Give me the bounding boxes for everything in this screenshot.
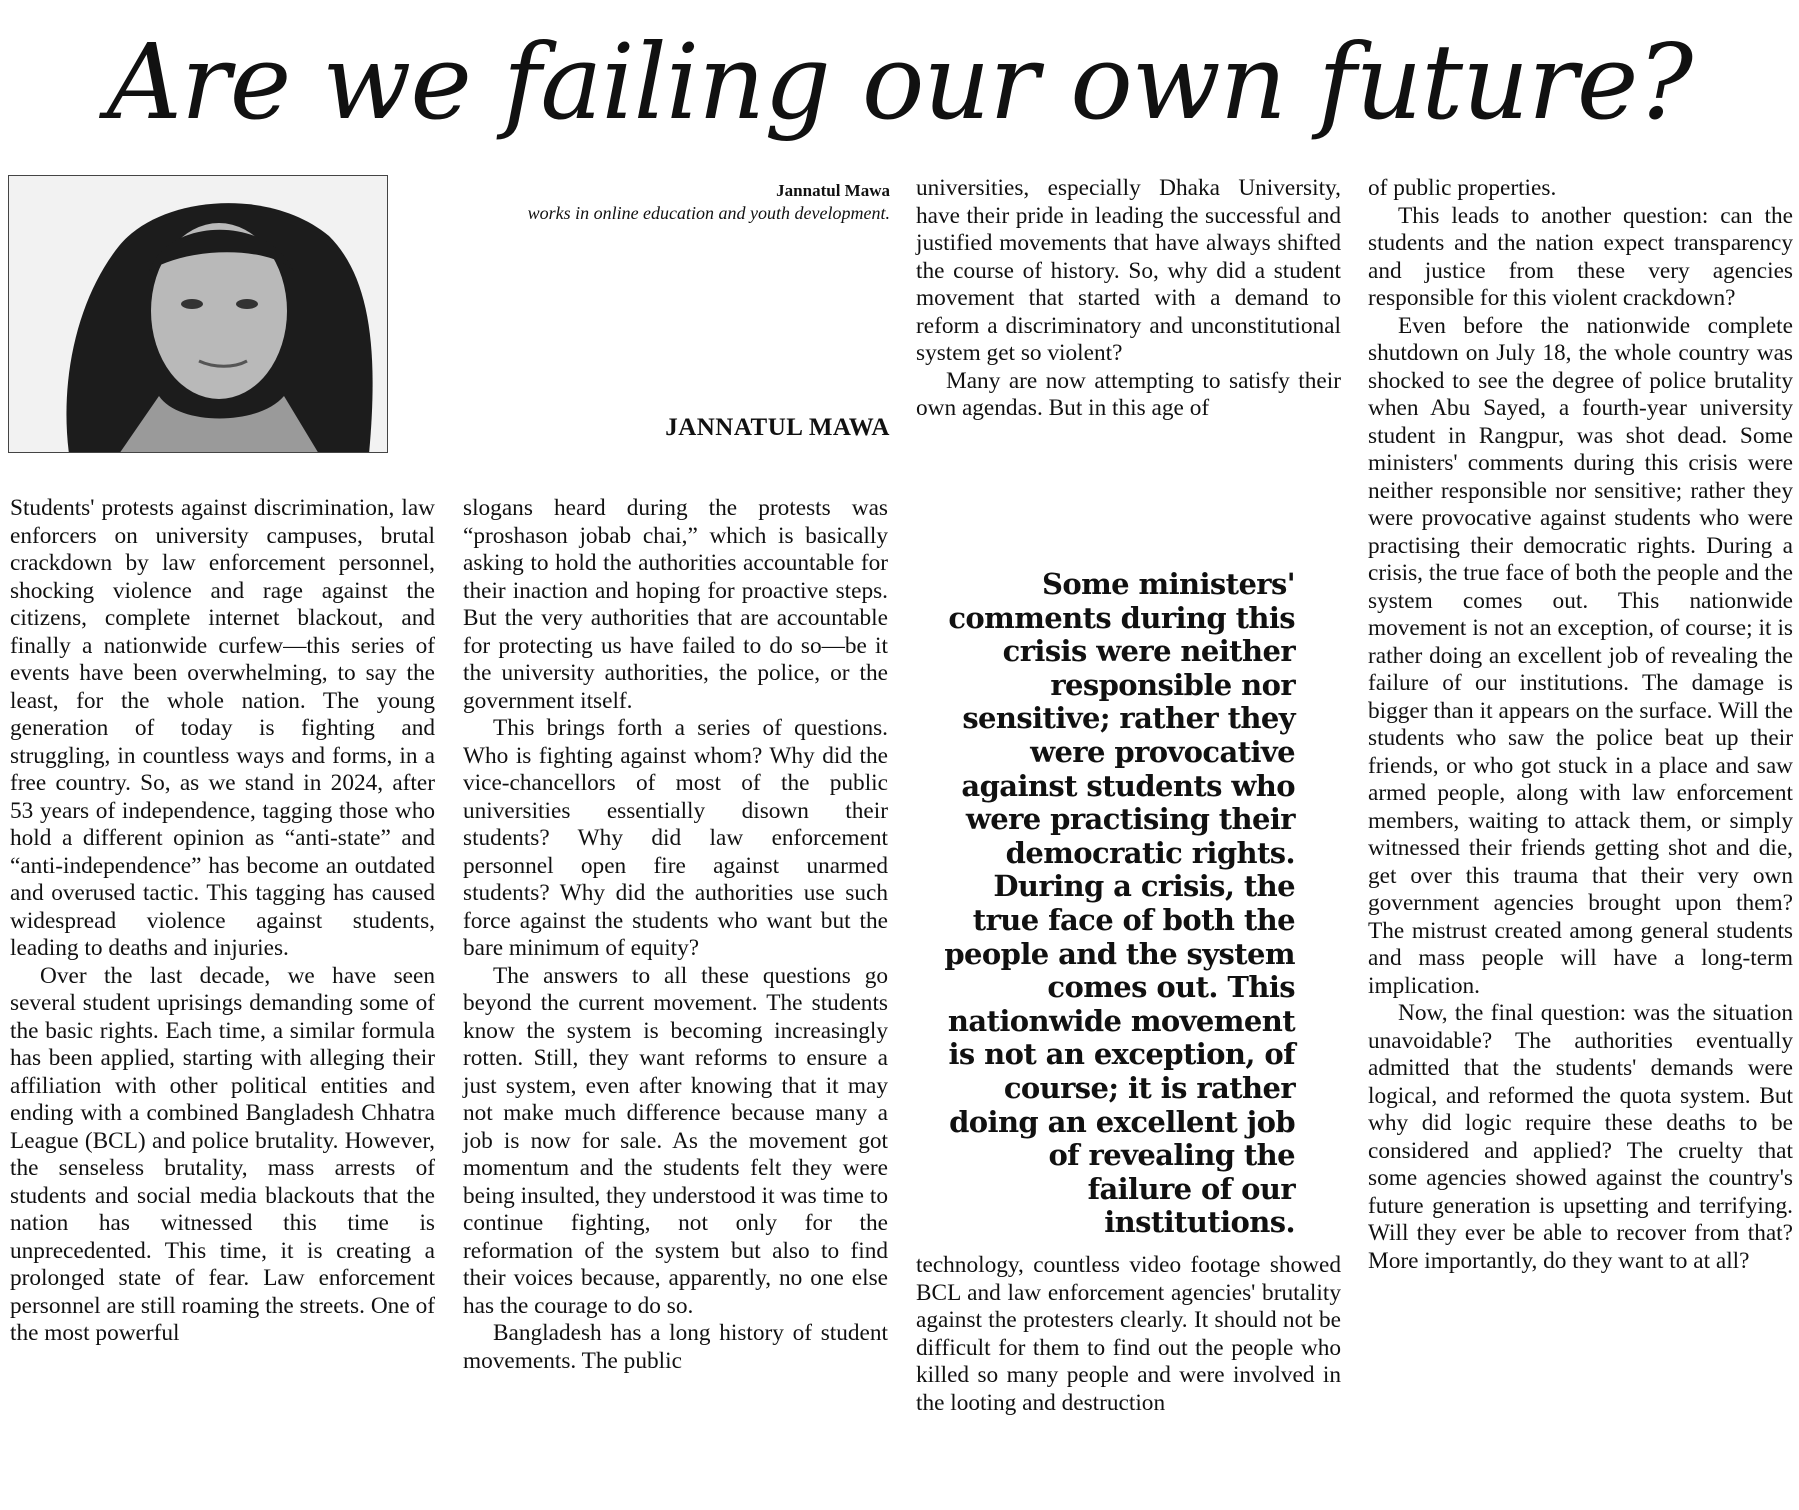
paragraph: Many are now attempting to satisfy their own agendas. But in this age of [916,367,1341,421]
byline-description: works in online education and youth development. [527,203,890,223]
column-3-top [916,175,1341,423]
paragraph: technology, countless video footage showed BCL and law enforcement agencies' brutality against the protesters clearly. It should not be difficult for them to find out the people who killed so many people and were involved in the looting and destruction [916,1252,1341,1416]
column-2 [463,495,888,1375]
paragraph: This brings forth a series of questions. Who is fighting against whom? Why did the vice-chancellors of most of the public universities essentially disown their students? Why did law enforcement personnel open fire against unarmed students? Why did the authorities use such force against the students who want but the bare minimum of equity? [463,715,888,961]
headline: Are we failing our own future? [106,21,1693,143]
paragraph: universities, especially Dhaka University, have their pride in leading the successful and justified movements that have always shifted the course of history. So, why did a student movement that started with a demand to reform a discriminatory and unconstitutional system get so violent? [916,175,1341,366]
paragraph: The answers to all these questions go beyond the current movement. The students know the system is becoming increasingly rotten. Still, they want reforms to ensure a just system, even after knowing that it may not make much difference because many a job is now for sale. As the movement got momentum and the students felt they were being insulted, they understood it was time to continue fighting, not only for the reformation of the system but also to find their voices because, apparently, no one else has the courage to do so. [463,962,888,1319]
author-portrait-icon [9,176,388,453]
paragraph: Even before the nationwide complete shutdown on July 18, the whole country was shocked to see the degree of police brutality when Abu Sayed, a fourth-year university student in Rangpur, was shot dead. Some ministers' comments during this crisis were neither responsible nor sensitive; rather they were provocative against students who were practising their democratic rights. During a crisis, the true face of both the people and the system comes out. This nationwide movement is not an exception, of course; it is rather doing an excellent job of revealing the failure of our institutions. The damage is bigger than it appears on the surface. Will the students who saw the police beat up their friends, or who got stuck in a place and saw armed people, along with law enforcement members, waiting to attack them, or simply witnessed their friends getting shot and die, get over this trauma that their very own government agencies brought upon them? The mistrust created among general students and mass people will have a long-term implication. [1368,312,1793,999]
paragraph: slogans heard during the protests was “proshason jobab chai,” which is basically asking to hold the authorities accountable for their inaction and hoping for proactive steps. But the very authorities that are accountable for protecting us have failed to do so—be it the university authorities, the police, or the government itself. [463,495,888,714]
paragraph: Students' protests against discrimination, law enforcers on university campuses, brutal crackdown by law enforcement personnel, shocking violence and rage against the citizens, complete internet blackout, and finally a nationwide curfew—this series of events have been overwhelming, to say the least, for the whole nation. The young generation of today is fighting and struggling, in countless ways and forms, in a free country. So, as we stand in 2024, after 53 years of independence, tagging those who hold a different opinion as “anti-state” and “anti-independence” has become an outdated and overused tactic. This tagging has caused widespread violence against students, leading to deaths and injuries. [10,495,435,961]
paragraph: of public properties. [1368,175,1557,201]
author-name-caps: JANNATUL MAWA [665,414,890,441]
byline [420,180,890,224]
paragraph: Bangladesh has a long history of student movements. The public [463,1320,888,1374]
paragraph: Now, the final question: was the situation unavoidable? The authorities eventually admitted that the students' demands were logical, and reformed the quota system. But why did logic require these deaths to be considered and applied? The cruelty that some agencies showed against the country's future generation is upsetting and terrifying. Will they ever be able to recover from that? More importantly, do they want to at all? [1368,1000,1793,1274]
pull-quote: Some ministers' comments during this crisis were neither responsible nor sensitive; rather they were provocative against students who were practising their democratic rights. During a crisis, the true face of both the people and the system comes out. This nationwide movement is not an exception, of course; it is rather doing an excellent job of revealing the failure of our institutions. [944,567,1295,1240]
column-3-bottom [916,1252,1341,1417]
paragraph: Over the last decade, we have seen several student uprisings demanding some of the basic rights. Each time, a similar formula has been applied, starting with alleging their affiliation with other political entities and ending with a combined Bangladesh Chhatra League (BCL) and police brutality. However, the senseless brutality, mass arrests of students and social media blackouts that the nation has witnessed this time is unprecedented. This time, it is creating a prolonged state of fear. Law enforcement personnel are still roaming the streets. One of the most powerful [10,962,435,1346]
column-4 [1368,175,1793,1275]
byline-name: Jannatul Mawa [776,181,890,200]
author-photo [8,175,388,453]
column-1 [10,495,435,1348]
paragraph: This leads to another question: can the students and the nation expect transparency and justice from these very agencies responsible for this violent crackdown? [1368,202,1793,311]
